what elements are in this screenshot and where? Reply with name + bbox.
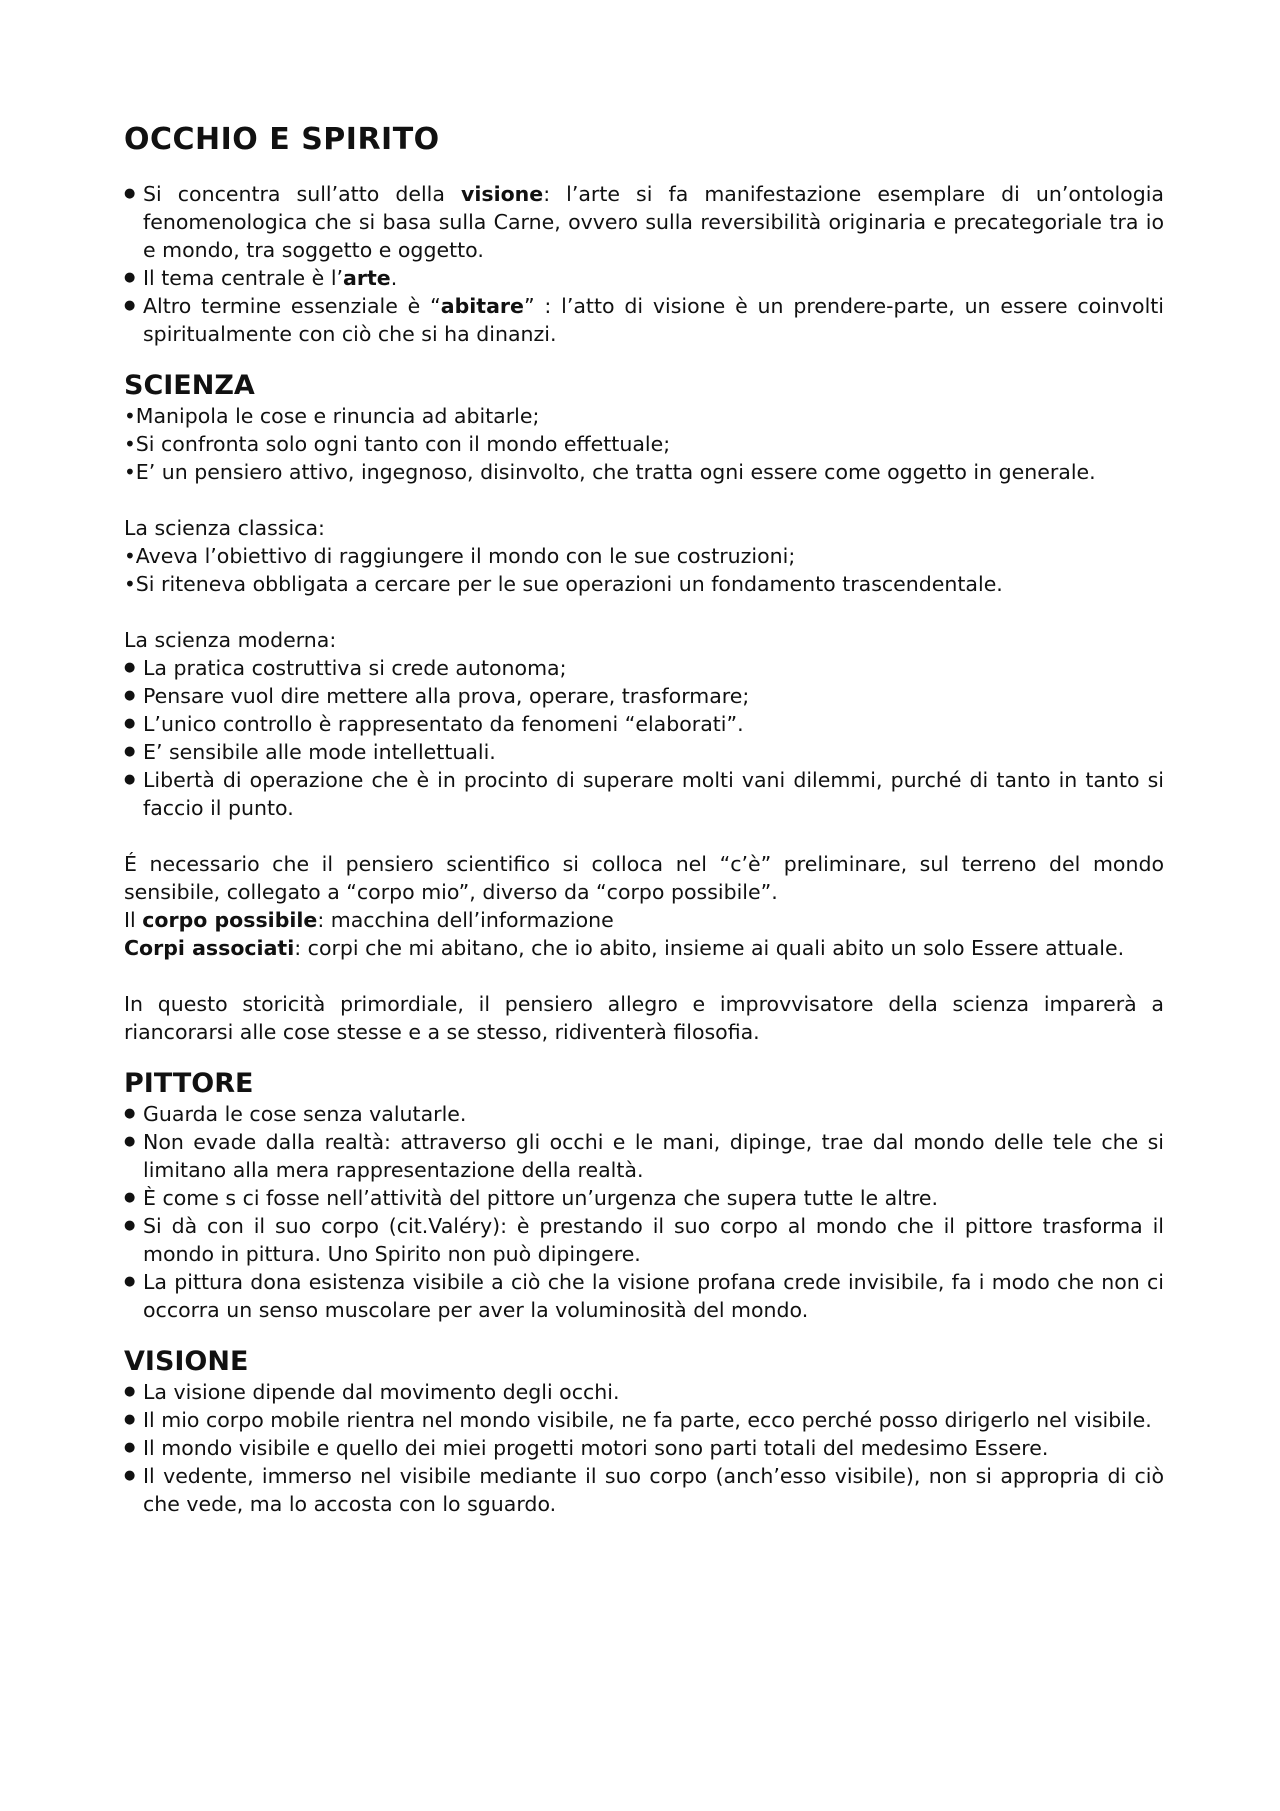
scienza-moderna-list bbox=[124, 654, 1164, 822]
list-item: • E’ un pensiero attivo, ingegnoso, disinvolto, che tratta ogni essere come oggetto in generale. bbox=[124, 458, 1164, 486]
corpi-associati-definition: Corpi associati: corpi che mi abitano, che io abito, insieme ai quali abito un solo Essere attuale. bbox=[124, 936, 1125, 960]
scienza-classica-label: La scienza classica: bbox=[124, 516, 325, 540]
list-item: ● Guarda le cose senza valutarle. bbox=[124, 1100, 1164, 1128]
list-item: ● Si dà con il suo corpo (cit.Valéry): è prestando il suo corpo al mondo che il pittore trasforma il mondo in pittura. Uno Spirito non può dipingere. bbox=[124, 1212, 1164, 1268]
list-item: • Si riteneva obbligata a cercare per le sue operazioni un fondamento trascendentale. bbox=[124, 570, 1164, 598]
section-heading-pittore: PITTORE bbox=[124, 1068, 254, 1099]
scienza-conclusion: In questo storicità primordiale, il pensiero allegro e improvvisatore della scienza imparerà a riancorarsi alle cose stesse e a se stesso, ridiventerà filosofia. bbox=[124, 992, 1164, 1044]
list-item: ● Il tema centrale è l’arte. bbox=[124, 264, 1164, 292]
section-heading-scienza: SCIENZA bbox=[124, 370, 255, 401]
list-item: ● Libertà di operazione che è in procinto di superare molti vani dilemmi, purché di tanto in tanto si faccio il punto. bbox=[124, 766, 1164, 822]
list-item: ● La pittura dona esistenza visibile a ciò che la visione profana crede invisibile, fa i modo che non ci occorra un senso muscolare per aver la voluminosità del mondo. bbox=[124, 1268, 1164, 1324]
list-item: • Si confronta solo ogni tanto con il mondo effettuale; bbox=[124, 430, 1164, 458]
scienza-paragraph: É necessario che il pensiero scientifico si colloca nel “c’è” preliminare, sul terreno del mondo sensibile, collegato a “corpo mio”, diverso da “corpo possibile”. bbox=[124, 852, 1164, 904]
list-item: ● L’unico controllo è rappresentato da fenomeni “elaborati”. bbox=[124, 710, 1164, 738]
list-item: • Aveva l’obiettivo di raggiungere il mondo con le sue costruzioni; bbox=[124, 542, 1164, 570]
list-item: ● Il mondo visibile e quello dei miei progetti motori sono parti totali del medesimo Essere. bbox=[124, 1434, 1164, 1462]
scienza-classica-list bbox=[124, 542, 1164, 598]
intro-list bbox=[124, 180, 1164, 348]
document-page bbox=[124, 122, 1164, 1518]
list-item: ● Si concentra sull’atto della visione: l’arte si fa manifestazione esemplare di un’ontologia fenomenologica che si basa sulla Carne, ovvero sulla reversibilità originaria e precategoriale tra io e mondo, tra soggetto e oggetto. bbox=[124, 180, 1164, 264]
list-item: ● È come s ci fosse nell’attività del pittore un’urgenza che supera tutte le altre. bbox=[124, 1184, 1164, 1212]
list-item: ● Pensare vuol dire mettere alla prova, operare, trasformare; bbox=[124, 682, 1164, 710]
scienza-moderna-label: La scienza moderna: bbox=[124, 628, 337, 652]
list-item: ● La visione dipende dal movimento degli occhi. bbox=[124, 1378, 1164, 1406]
list-item: ● Il vedente, immerso nel visibile mediante il suo corpo (anch’esso visibile), non si appropria di ciò che vede, ma lo accosta con lo sguardo. bbox=[124, 1462, 1164, 1518]
corpo-possibile-definition: Il corpo possibile: macchina dell’informazione bbox=[124, 908, 614, 932]
list-item: ● La pratica costruttiva si crede autonoma; bbox=[124, 654, 1164, 682]
visione-list bbox=[124, 1378, 1164, 1518]
list-item: • Manipola le cose e rinuncia ad abitarle; bbox=[124, 402, 1164, 430]
list-item: ● Non evade dalla realtà: attraverso gli occhi e le mani, dipinge, trae dal mondo delle tele che si limitano alla mera rappresentazione della realtà. bbox=[124, 1128, 1164, 1184]
list-item: ● Il mio corpo mobile rientra nel mondo visibile, ne fa parte, ecco perché posso dirigerlo nel visibile. bbox=[124, 1406, 1164, 1434]
scienza-list bbox=[124, 402, 1164, 486]
section-heading-visione: VISIONE bbox=[124, 1346, 249, 1377]
page-title: OCCHIO E SPIRITO bbox=[124, 122, 440, 157]
list-item: ● Altro termine essenziale è “abitare” : l’atto di visione è un prendere-parte, un essere coinvolti spiritualmente con ciò che si ha dinanzi. bbox=[124, 292, 1164, 348]
pittore-list bbox=[124, 1100, 1164, 1324]
list-item: ● E’ sensibile alle mode intellettuali. bbox=[124, 738, 1164, 766]
